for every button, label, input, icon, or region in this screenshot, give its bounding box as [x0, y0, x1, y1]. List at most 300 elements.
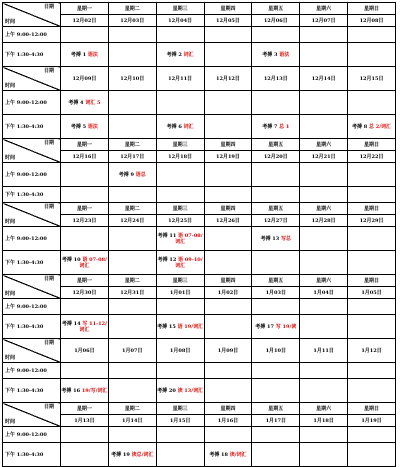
exam-cell[interactable]	[108, 163, 156, 187]
exam-cell[interactable]	[252, 43, 300, 67]
corner-time-label: 时间	[5, 355, 16, 361]
date-label: 12月24日	[120, 217, 145, 224]
slot-label: 上午 9:00-12:00	[5, 367, 47, 374]
empty-cell	[348, 379, 396, 403]
date-cell	[252, 215, 300, 227]
exam-cell[interactable]	[156, 379, 204, 403]
am-row	[3, 227, 396, 251]
weekday-label: 星期五	[268, 205, 284, 212]
date-cell	[348, 415, 396, 427]
weekday-cell	[252, 203, 300, 215]
empty-cell	[61, 187, 109, 203]
exam-cell[interactable]	[61, 115, 109, 139]
date-cell	[108, 15, 156, 27]
slot-label: 上午 9:00-12:00	[5, 99, 47, 106]
corner-cell	[3, 139, 61, 163]
exam-cell[interactable]	[156, 315, 204, 339]
corner-cell	[3, 403, 61, 427]
empty-cell	[61, 427, 109, 443]
empty-cell	[204, 427, 252, 443]
empty-cell	[252, 427, 300, 443]
exam-name: 考搏 18	[209, 451, 229, 458]
date-cell	[61, 415, 109, 427]
date-label: 12月11日	[168, 75, 193, 82]
exam-name: 考搏 6	[166, 123, 182, 130]
exam-subject: 语 09-10/词汇	[175, 256, 203, 269]
empty-cell	[204, 315, 252, 339]
exam-subject: 总 2/词汇	[369, 123, 392, 130]
date-cell	[156, 339, 204, 363]
empty-cell	[61, 27, 109, 43]
weekday-cell	[61, 275, 109, 287]
empty-cell	[204, 187, 252, 203]
exam-cell[interactable]	[156, 251, 204, 275]
weekday-label: 星期日	[364, 277, 380, 284]
corner-date-label: 日期	[43, 204, 54, 210]
weekday-header-row	[3, 403, 396, 415]
date-cell	[300, 15, 348, 27]
am-row	[3, 163, 396, 187]
slot-label-cell	[3, 299, 61, 315]
weekday-cell	[300, 3, 348, 15]
weekday-label: 星期日	[364, 5, 380, 12]
slot-label: 下午 1:30-4:30	[5, 451, 44, 458]
date-cell	[300, 215, 348, 227]
date-label: 12月14日	[311, 75, 336, 82]
exam-cell[interactable]	[252, 315, 300, 339]
slot-label: 下午 1:30-4:30	[5, 51, 44, 58]
weekday-label: 星期三	[172, 205, 188, 212]
weekday-cell	[300, 139, 348, 151]
slot-label-cell	[3, 163, 61, 187]
corner-time-label: 时间	[5, 419, 16, 425]
empty-cell	[300, 299, 348, 315]
exam-cell[interactable]	[61, 379, 109, 403]
corner-date-label: 日期	[43, 276, 54, 282]
date-label: 12月19日	[215, 153, 240, 160]
exam-cell[interactable]	[204, 443, 252, 467]
date-label: 12月07日	[311, 17, 336, 24]
exam-name: 考搏 14	[61, 320, 81, 327]
date-cell	[61, 67, 109, 91]
empty-cell	[204, 227, 252, 251]
slot-label: 上午 9:00-12:00	[5, 235, 47, 242]
date-label: 12月10日	[120, 75, 145, 82]
exam-name: 考搏 16	[61, 387, 81, 394]
slot-label-cell	[3, 115, 61, 139]
am-row	[3, 363, 396, 379]
slot-label-cell	[3, 379, 61, 403]
date-cell	[156, 151, 204, 163]
empty-cell	[300, 427, 348, 443]
exam-cell[interactable]	[61, 91, 109, 115]
exam-subject: 语总	[135, 171, 146, 178]
date-label: 1月19日	[361, 417, 382, 424]
weekday-cell	[348, 203, 396, 215]
empty-cell	[252, 91, 300, 115]
date-cell	[348, 151, 396, 163]
empty-cell	[348, 363, 396, 379]
date-row	[3, 215, 396, 227]
empty-cell	[108, 427, 156, 443]
slot-label: 下午 1:30-4:30	[5, 123, 44, 130]
date-cell	[300, 67, 348, 91]
corner-time-label: 时间	[5, 155, 16, 161]
empty-cell	[300, 251, 348, 275]
exam-subject: 语法	[87, 123, 98, 130]
exam-name: 考搏 7	[262, 123, 278, 130]
empty-cell	[108, 27, 156, 43]
empty-cell	[61, 443, 109, 467]
exam-name: 考搏 20	[157, 387, 176, 394]
corner-date-label: 日期	[43, 404, 54, 410]
exam-name: 考搏 12	[157, 256, 177, 263]
date-cell	[156, 15, 204, 27]
exam-name: 考搏 5	[70, 123, 87, 130]
weekday-label: 星期五	[268, 277, 284, 284]
empty-cell	[300, 363, 348, 379]
corner-time-label: 时间	[5, 291, 16, 297]
date-label: 12月25日	[168, 217, 193, 224]
empty-cell	[252, 163, 300, 187]
slot-label-cell	[3, 443, 61, 467]
empty-cell	[300, 187, 348, 203]
weekday-cell	[348, 139, 396, 151]
empty-cell	[156, 27, 204, 43]
empty-cell	[348, 427, 396, 443]
weekday-label: 星期四	[220, 141, 236, 148]
date-label: 1月11日	[313, 347, 334, 354]
weekday-cell	[348, 3, 396, 15]
weekday-cell	[108, 203, 156, 215]
empty-cell	[156, 91, 204, 115]
weekday-cell	[300, 275, 348, 287]
exam-name: 考搏 17	[255, 323, 274, 330]
slot-label-cell	[3, 43, 61, 67]
date-label: 12月12日	[215, 75, 240, 82]
weekday-label: 星期一	[76, 405, 92, 412]
empty-cell	[156, 299, 204, 315]
exam-name: 考搏 9	[118, 171, 134, 178]
empty-cell	[108, 43, 156, 67]
date-cell	[300, 151, 348, 163]
weekday-label: 星期四	[220, 277, 236, 284]
slot-label: 下午 1:30-4:30	[5, 323, 44, 330]
empty-cell	[108, 379, 156, 403]
empty-cell	[348, 91, 396, 115]
date-label: 12月04日	[168, 17, 193, 24]
date-cell	[61, 215, 109, 227]
weekday-label: 星期一	[76, 5, 92, 12]
pm-row	[3, 251, 396, 275]
date-label: 12月22日	[359, 153, 384, 160]
date-cell	[61, 151, 109, 163]
weekday-cell	[204, 139, 252, 151]
weekday-header-row	[3, 203, 396, 215]
date-label: 1月09日	[217, 347, 239, 354]
weekday-label: 星期四	[220, 5, 236, 12]
date-label: 12月05日	[215, 17, 240, 24]
weekday-label: 星期二	[124, 277, 140, 284]
exam-subject: 语法	[279, 51, 290, 58]
date-cell	[348, 339, 396, 363]
slot-label: 下午 1:30-4:30	[5, 191, 44, 198]
corner-date-label: 日期	[43, 140, 54, 146]
date-label: 12月06日	[263, 17, 288, 24]
empty-cell	[252, 299, 300, 315]
empty-cell	[300, 227, 348, 251]
date-cell	[348, 67, 396, 91]
date-row	[3, 415, 396, 427]
slot-label-cell	[3, 363, 61, 379]
slot-label: 上午 9:00-12:00	[5, 31, 47, 38]
empty-cell	[348, 443, 396, 467]
exam-cell[interactable]	[61, 251, 109, 275]
weekday-label: 星期四	[220, 205, 236, 212]
weekday-cell	[300, 203, 348, 215]
corner-time-label: 时间	[5, 219, 16, 225]
weekday-cell	[61, 403, 109, 415]
empty-cell	[348, 163, 396, 187]
empty-cell	[300, 379, 348, 403]
weekday-label: 星期一	[76, 205, 92, 212]
weekday-cell	[156, 275, 204, 287]
exam-name: 考搏 13	[260, 235, 280, 242]
empty-cell	[348, 251, 396, 275]
date-label: 1月18日	[313, 417, 334, 424]
empty-cell	[252, 443, 300, 467]
date-row	[3, 15, 396, 27]
date-cell	[156, 215, 204, 227]
slot-label-cell	[3, 427, 61, 443]
date-cell	[108, 151, 156, 163]
empty-cell	[204, 251, 252, 275]
exam-name: 考搏 11	[157, 232, 177, 239]
date-cell	[156, 287, 204, 299]
empty-cell	[204, 91, 252, 115]
date-cell	[204, 67, 252, 91]
date-label: 12月08日	[359, 17, 384, 24]
exam-name: 考搏 4	[68, 99, 84, 106]
empty-cell	[204, 27, 252, 43]
corner-date-label: 日期	[43, 4, 54, 10]
weekday-header-row	[3, 3, 396, 15]
empty-cell	[300, 27, 348, 43]
date-label: 12月28日	[311, 217, 336, 224]
exam-subject: 总 1	[279, 123, 290, 130]
empty-cell	[108, 363, 156, 379]
weekday-label: 星期日	[364, 405, 380, 412]
date-label: 1月03日	[265, 289, 287, 296]
weekday-label: 星期二	[124, 5, 140, 12]
empty-cell	[300, 163, 348, 187]
exam-subject: 语 07-08/词汇	[79, 256, 107, 269]
weekday-label: 星期三	[172, 141, 188, 148]
weekday-header-row	[3, 139, 396, 151]
exam-cell[interactable]	[348, 115, 396, 139]
empty-cell	[108, 115, 156, 139]
slot-label: 上午 9:00-12:00	[5, 303, 47, 310]
date-cell	[204, 339, 252, 363]
weekday-label: 星期日	[364, 141, 380, 148]
pm-row	[3, 379, 396, 403]
weekday-label: 星期六	[316, 277, 332, 284]
date-cell	[61, 287, 109, 299]
date-label: 12月26日	[215, 217, 240, 224]
empty-cell	[156, 443, 204, 467]
corner-cell	[3, 275, 61, 299]
date-label: 1月12日	[361, 347, 382, 354]
date-cell	[204, 415, 252, 427]
empty-cell	[300, 43, 348, 67]
weekday-cell	[156, 139, 204, 151]
date-cell	[348, 15, 396, 27]
exam-cell[interactable]	[156, 43, 204, 67]
schedule-table	[2, 2, 396, 467]
exam-cell[interactable]	[156, 115, 204, 139]
empty-cell	[300, 91, 348, 115]
date-cell	[300, 339, 348, 363]
slot-label: 下午 1:30-4:30	[5, 259, 44, 266]
exam-subject: 语 19/词汇	[177, 323, 204, 330]
weekday-cell	[348, 275, 396, 287]
empty-cell	[204, 163, 252, 187]
date-label: 1月13日	[74, 417, 95, 424]
date-label: 12月15日	[359, 75, 384, 82]
weekday-cell	[108, 403, 156, 415]
date-cell	[252, 287, 300, 299]
exam-cell[interactable]	[108, 443, 156, 467]
date-label: 1月10日	[265, 347, 287, 354]
empty-cell	[108, 315, 156, 339]
weekday-label: 星期六	[316, 205, 332, 212]
weekday-cell	[61, 3, 109, 15]
exam-subject: 写总	[281, 235, 292, 242]
empty-cell	[348, 43, 396, 67]
exam-subject: 读/词汇	[229, 451, 247, 458]
weekday-cell	[204, 403, 252, 415]
date-cell	[61, 15, 109, 27]
weekday-label: 星期二	[124, 205, 140, 212]
slot-label: 上午 9:00-12:00	[5, 171, 47, 178]
date-cell	[61, 339, 109, 363]
date-label: 12月18日	[168, 153, 193, 160]
empty-cell	[204, 115, 252, 139]
exam-cell[interactable]	[252, 115, 300, 139]
exam-name: 考搏 1	[70, 51, 87, 58]
date-label: 1月02日	[217, 289, 239, 296]
empty-cell	[252, 363, 300, 379]
date-label: 12月31日	[120, 289, 145, 296]
am-row	[3, 299, 396, 315]
weekday-cell	[348, 403, 396, 415]
date-cell	[252, 339, 300, 363]
date-label: 12月17日	[120, 153, 145, 160]
weekday-cell	[252, 3, 300, 15]
weekday-header-row	[3, 275, 396, 287]
exam-subject: 语法	[87, 51, 98, 58]
empty-cell	[204, 43, 252, 67]
exam-subject: 语 07-08/词汇	[175, 232, 203, 245]
slot-label-cell	[3, 91, 61, 115]
exam-cell[interactable]	[61, 43, 109, 67]
weekday-cell	[156, 203, 204, 215]
empty-cell	[252, 379, 300, 403]
date-cell	[108, 415, 156, 427]
exam-cell[interactable]	[61, 315, 109, 339]
exam-subject: 19/写/词汇	[81, 387, 108, 394]
date-row	[3, 287, 396, 299]
empty-cell	[108, 91, 156, 115]
slot-label-cell	[3, 227, 61, 251]
weekday-cell	[108, 3, 156, 15]
weekday-label: 星期六	[316, 5, 332, 12]
date-label: 1月15日	[169, 417, 191, 424]
empty-cell	[156, 427, 204, 443]
exam-subject: 写 11-12/词汇	[79, 320, 107, 333]
corner-time-label: 时间	[5, 19, 16, 25]
date-label: 1月16日	[217, 417, 239, 424]
date-cell	[204, 215, 252, 227]
corner-date-label: 日期	[43, 340, 54, 346]
weekday-label: 星期五	[268, 405, 284, 412]
date-label: 1月07日	[122, 347, 143, 354]
am-row	[3, 427, 396, 443]
exam-cell[interactable]	[156, 227, 204, 251]
empty-cell	[348, 227, 396, 251]
empty-cell	[108, 251, 156, 275]
weekday-cell	[204, 275, 252, 287]
empty-cell	[61, 163, 109, 187]
date-label: 12月27日	[263, 217, 288, 224]
weekday-cell	[252, 139, 300, 151]
empty-cell	[348, 299, 396, 315]
date-label: 1月14日	[122, 417, 143, 424]
date-cell	[108, 215, 156, 227]
weekday-label: 星期一	[76, 277, 92, 284]
date-cell	[348, 287, 396, 299]
corner-cell	[3, 203, 61, 227]
empty-cell	[348, 27, 396, 43]
weekday-cell	[61, 139, 109, 151]
date-cell	[108, 287, 156, 299]
exam-cell[interactable]	[252, 227, 300, 251]
weekday-cell	[61, 203, 109, 215]
exam-subject: 词汇	[183, 51, 194, 58]
empty-cell	[252, 251, 300, 275]
weekday-label: 星期三	[172, 5, 188, 12]
weekday-cell	[252, 275, 300, 287]
empty-cell	[156, 187, 204, 203]
date-cell	[156, 415, 204, 427]
empty-cell	[252, 27, 300, 43]
date-row	[3, 151, 396, 163]
am-row	[3, 91, 396, 115]
date-label: 12月16日	[72, 153, 97, 160]
date-cell	[108, 67, 156, 91]
date-label: 12月29日	[359, 217, 384, 224]
date-label: 12月20日	[263, 153, 288, 160]
date-label: 1月08日	[169, 347, 191, 354]
corner-cell	[3, 67, 61, 91]
date-label: 12月13日	[263, 75, 288, 82]
weekday-label: 星期二	[124, 405, 140, 412]
empty-cell	[300, 443, 348, 467]
date-cell	[108, 339, 156, 363]
exam-subject: 读总/词汇	[131, 451, 154, 458]
corner-cell	[3, 339, 61, 363]
slot-label-cell	[3, 251, 61, 275]
